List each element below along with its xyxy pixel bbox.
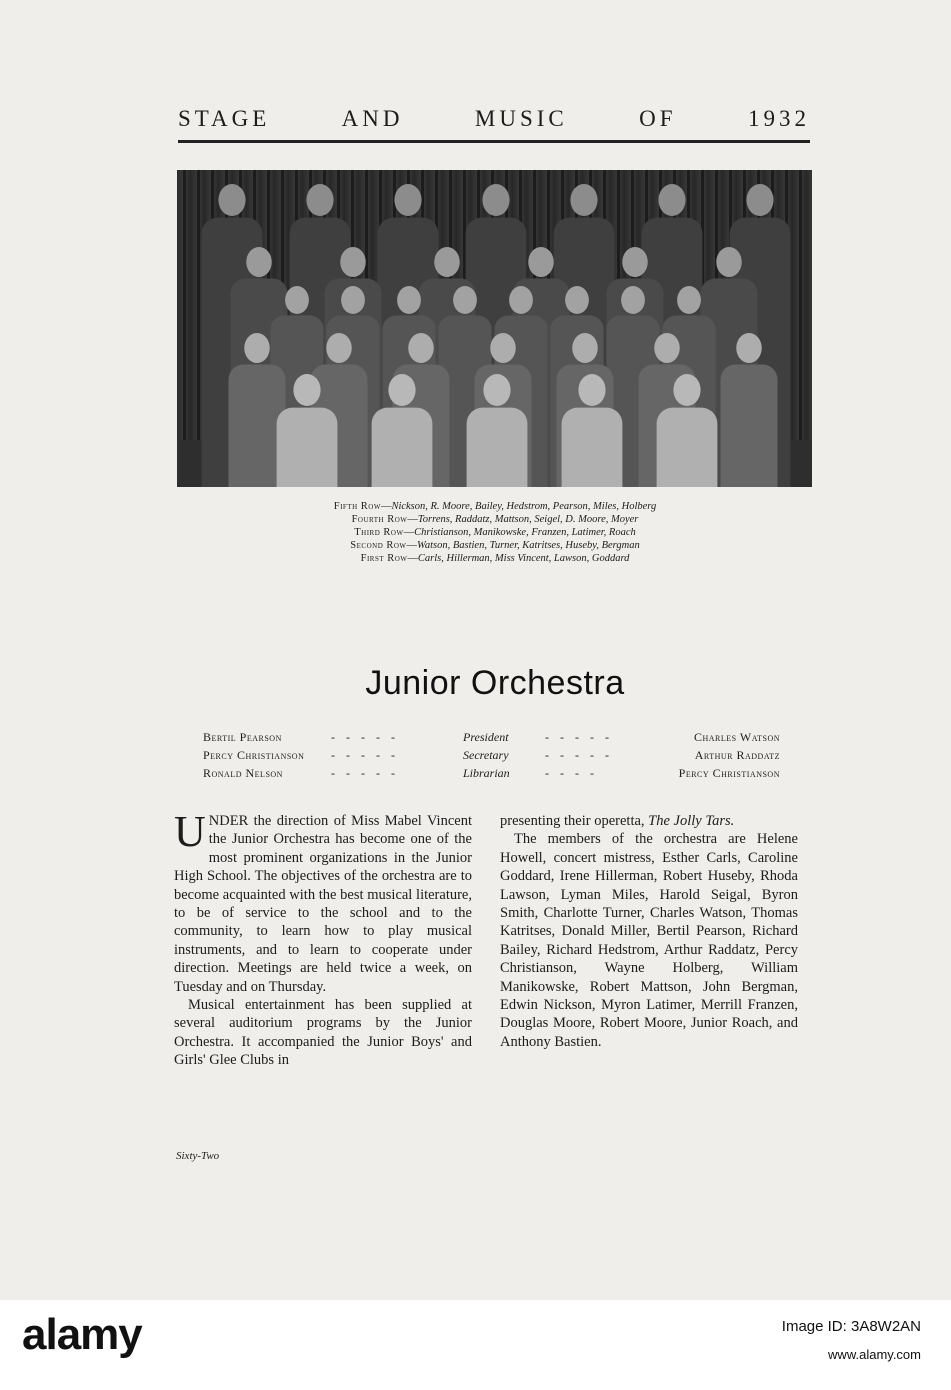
leader-dashes: - - - - - xyxy=(545,730,613,744)
caption-row xyxy=(180,526,810,539)
person-face xyxy=(388,374,415,406)
person-face xyxy=(621,286,645,314)
person-face xyxy=(658,184,685,216)
header-year: 1932 xyxy=(747,106,810,131)
drop-cap: U xyxy=(174,807,206,856)
caption-row xyxy=(180,539,810,552)
leader-dashes: - - - - - xyxy=(331,730,399,744)
person-face xyxy=(673,374,700,406)
body-paragraph: Musical entertainment has been supplied at several auditorium programs by the Junior Orchestra. It accompanied the Junior Boys' and Girls' Glee Clubs in xyxy=(174,997,472,1069)
body-paragraph xyxy=(174,807,472,996)
caption-row-label: Fifth Row xyxy=(333,501,381,512)
caption-row-label: First Row xyxy=(360,553,408,564)
caption-separator: — xyxy=(403,527,415,538)
person-face xyxy=(570,184,597,216)
officer-role: Librarian xyxy=(463,766,510,780)
person-face xyxy=(341,286,365,314)
leader-dashes: - - - - - xyxy=(545,748,613,762)
person-face xyxy=(509,286,533,314)
officer-name: Bertil Pearson xyxy=(203,730,282,744)
body-column-left xyxy=(174,807,472,1070)
page-number: Sixty-Two xyxy=(176,1150,220,1162)
caption-row-label: Fourth Row xyxy=(351,514,408,525)
stock-url: www.alamy.com xyxy=(828,1347,921,1362)
section-title: Junior Orchestra xyxy=(365,664,625,702)
caption-row-names: Nickson, R. Moore, Bailey, Hedstrom, Pearson, Miles, Holberg xyxy=(391,501,657,512)
officer-role: President xyxy=(463,730,509,744)
body-column-right xyxy=(500,812,798,1051)
officer-role: Secretary xyxy=(463,748,509,762)
caption-separator: — xyxy=(407,514,418,525)
person-face xyxy=(490,333,516,363)
person-face xyxy=(622,247,648,277)
page-header xyxy=(178,106,810,132)
leader-dashes: - - - - xyxy=(545,766,598,780)
caption-row-label: Second Row xyxy=(350,540,407,551)
stock-banner xyxy=(0,1300,951,1390)
person-face xyxy=(340,247,366,277)
body-paragraph: The members of the orchestra are Helene Howell, concert mistress, Esther Carls, Caroline Goddard, Irene Hillerman, Robert Huseby, Rhoda Lawson, Lyman Miles, Harold Seigal, Byron Smith, Charlotte Turner, Charles Watson, Thomas Katritses, Donald Miller, Bertil Pearson, Richard Bailey, Richard Hedstrom, Arthur Raddatz, Percy Christianson, Wayne Holberg, William Manikowske, Robert Mattson, John Bergman, Edwin Nickson, Myron Latimer, Merrill Franzen, Douglas Moore, Robert Moore, Junior Roach, and Anthony Bastien. xyxy=(500,831,798,1050)
paragraph-text: presenting their operetta, xyxy=(500,813,649,829)
person-face xyxy=(736,333,762,363)
person-face xyxy=(293,374,320,406)
person-face xyxy=(746,184,773,216)
person-face xyxy=(394,184,421,216)
officers-list xyxy=(203,730,780,784)
group-photo xyxy=(177,170,812,487)
person-face xyxy=(483,374,510,406)
person-body xyxy=(277,408,338,487)
person-face xyxy=(528,247,554,277)
person-face xyxy=(453,286,477,314)
leader-dashes: - - - - - xyxy=(331,748,399,762)
officer-name: Percy Christianson xyxy=(203,748,305,762)
person-face xyxy=(482,184,509,216)
operetta-title: The Jolly Tars. xyxy=(648,813,735,829)
paragraph-text: NDER the direction of Miss Mabel Vincent the Junior Orchestra has become one of the most prominent organizations in the Junior High School. The objectives of the orchestra are to become acquainted with the best musical literature, to be of service to the school and to the community, to learn how to play musical instruments, and to learn to cooperate under direction. Meetings are held twice a week, on Tuesday and on Thursday. xyxy=(174,813,472,995)
person-face xyxy=(408,333,434,363)
stock-logo: alamy xyxy=(22,1310,142,1359)
person-body xyxy=(721,365,778,488)
caption-row-names: Watson, Bastien, Turner, Katritses, Huseby, Bergman xyxy=(417,540,640,551)
header-word: OF xyxy=(639,106,677,131)
person-face xyxy=(677,286,701,314)
person-face xyxy=(716,247,742,277)
stock-image-id: Image ID: 3A8W2AN xyxy=(781,1318,921,1335)
person-face xyxy=(326,333,352,363)
person-face xyxy=(218,184,245,216)
officer-name: Percy Christianson xyxy=(678,766,780,780)
person-face xyxy=(244,333,270,363)
group-photo-image xyxy=(177,170,812,487)
person-body xyxy=(562,408,623,487)
header-word: STAGE xyxy=(178,106,271,131)
caption-row xyxy=(180,552,810,565)
officer-row xyxy=(203,748,780,766)
person-face xyxy=(434,247,460,277)
person-face xyxy=(306,184,333,216)
caption-row-names: Torrens, Raddatz, Mattson, Seigel, D. Moore, Moyer xyxy=(417,514,639,525)
person-face xyxy=(572,333,598,363)
caption-row-names: Christianson, Manikowske, Franzen, Latimer, Roach xyxy=(414,527,636,538)
person-face xyxy=(654,333,680,363)
header-word: AND xyxy=(341,106,404,131)
caption-row xyxy=(180,500,810,513)
officer-row xyxy=(203,730,780,748)
header-rule xyxy=(178,140,810,143)
caption-separator: — xyxy=(406,540,418,551)
body-paragraph xyxy=(500,812,798,830)
person-body xyxy=(467,408,528,487)
person-face xyxy=(565,286,589,314)
person-body xyxy=(372,408,433,487)
caption-separator: — xyxy=(407,553,418,564)
officer-name: Ronald Nelson xyxy=(203,766,283,780)
caption-row-label: Third Row xyxy=(354,527,404,538)
caption-row-names: Carls, Hillerman, Miss Vincent, Lawson, Goddard xyxy=(417,553,630,564)
person-face xyxy=(285,286,309,314)
leader-dashes: - - - - - xyxy=(331,766,399,780)
caption-row xyxy=(180,513,810,526)
person-face xyxy=(397,286,421,314)
person-body xyxy=(657,408,718,487)
photo-caption xyxy=(180,500,810,565)
header-word: MUSIC xyxy=(474,106,568,131)
person-face xyxy=(246,247,272,277)
officer-row xyxy=(203,766,780,784)
officer-name: Charles Watson xyxy=(693,730,780,744)
person-face xyxy=(578,374,605,406)
officer-name: Arthur Raddatz xyxy=(694,748,780,762)
caption-separator: — xyxy=(380,501,392,512)
